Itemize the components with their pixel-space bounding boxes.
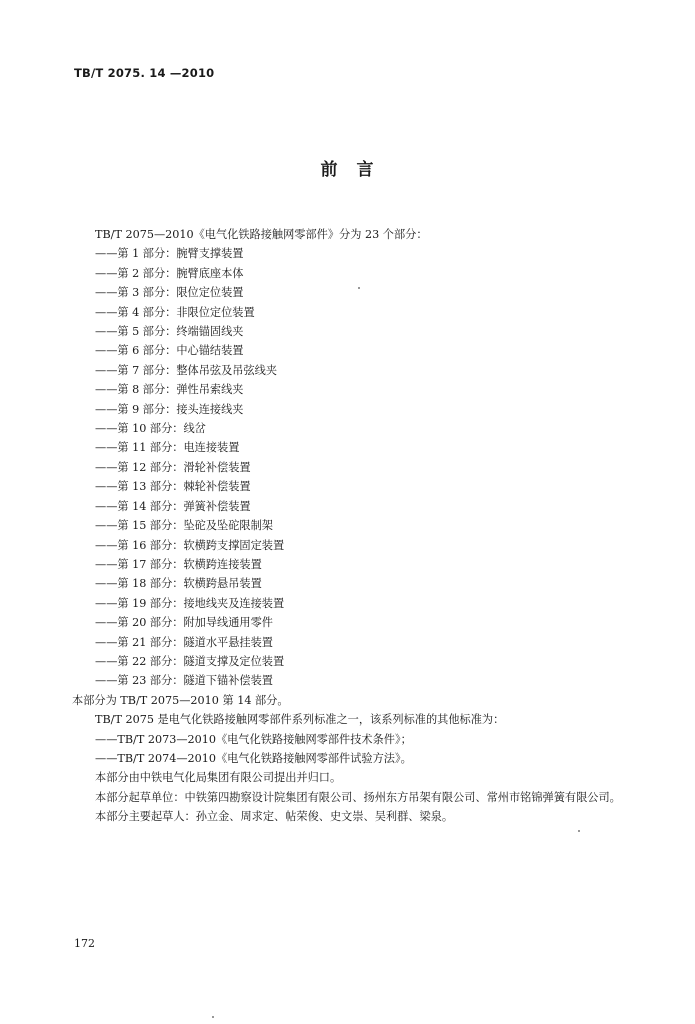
part-list-item: ——第 4 部分：非限位定位装置 [95, 305, 255, 319]
drafting-units-paragraph: 本部分起草单位：中铁第四勘察设计院集团有限公司、扬州东方吊架有限公司、常州市铭锦弹簧有限公司。 [95, 790, 621, 804]
part-list-item: ——第 8 部分：弹性吊索线夹 [95, 383, 244, 397]
part-list-item: ——第 18 部分：软横跨悬吊装置 [95, 577, 262, 591]
intro-line: TB/T 2075—2010《电气化铁路接触网零部件》分为 23 个部分： [95, 228, 428, 241]
part-list-item: ——第 12 部分：滑轮补偿装置 [95, 460, 251, 474]
page-number: 172 [74, 937, 95, 950]
part-list-item: ——第 22 部分：隧道支撑及定位装置 [95, 654, 285, 668]
part-list-item: ——第 21 部分：隧道水平悬挂装置 [95, 635, 273, 649]
part-list-item: ——第 10 部分：线岔 [95, 422, 206, 436]
drafters-line: 本部分主要起草人：孙立金、周求定、帖荣俊、史文崇、吴利群、梁泉。 [95, 810, 454, 824]
series-item: ——TB/T 2073—2010《电气化铁路接触网零部件技术条件》； [95, 732, 412, 746]
part-list-item: ——第 16 部分：软横跨支撑固定装置 [95, 538, 285, 552]
page-title: 前 言 [320, 160, 375, 180]
this-part-line: 本部分为 TB/T 2075—2010 第 14 部分。 [72, 693, 289, 707]
part-list-item: ——第 5 部分：终端锚固线夹 [95, 325, 244, 339]
scan-speck [212, 1016, 214, 1018]
part-list-item: ——第 2 部分：腕臂底座本体 [95, 266, 244, 280]
series-intro-line: TB/T 2075 是电气化铁路接触网零部件系列标准之一，该系列标准的其他标准为： [95, 713, 505, 727]
part-list-item: ——第 14 部分：弹簧补偿装置 [95, 499, 251, 513]
part-list-item: ——第 11 部分：电连接装置 [95, 441, 240, 455]
part-list-item: ——第 9 部分：接头连接线夹 [95, 402, 244, 416]
foreword-body [72, 225, 647, 827]
standard-code-header: TB/T 2075. 14 —2010 [74, 66, 215, 80]
part-list-item: ——第 13 部分：棘轮补偿装置 [95, 480, 251, 494]
parts-list [72, 244, 647, 690]
part-list-item: ——第 3 部分：限位定位装置 [95, 286, 244, 300]
part-list-item: ——第 19 部分：接地线夹及连接装置 [95, 596, 285, 610]
part-list-item: ——第 20 部分：附加导线通用零件 [95, 616, 273, 630]
part-list-item: ——第 17 部分：软横跨连接装置 [95, 557, 262, 571]
part-list-item: ——第 15 部分：坠砣及坠砣限制架 [95, 519, 273, 533]
proposer-line: 本部分由中铁电气化局集团有限公司提出并归口。 [95, 771, 342, 785]
part-list-item: ——第 7 部分：整体吊弦及吊弦线夹 [95, 363, 278, 377]
part-list-item: ——第 1 部分：腕臂支撑装置 [95, 247, 244, 261]
part-list-item: ——第 23 部分：隧道下锚补偿装置 [95, 674, 273, 688]
scan-speck [358, 287, 360, 289]
part-list-item: ——第 6 部分：中心锚结装置 [95, 344, 244, 358]
series-item: ——TB/T 2074—2010《电气化铁路接触网零部件试验方法》。 [95, 751, 412, 765]
scan-speck [578, 830, 580, 832]
